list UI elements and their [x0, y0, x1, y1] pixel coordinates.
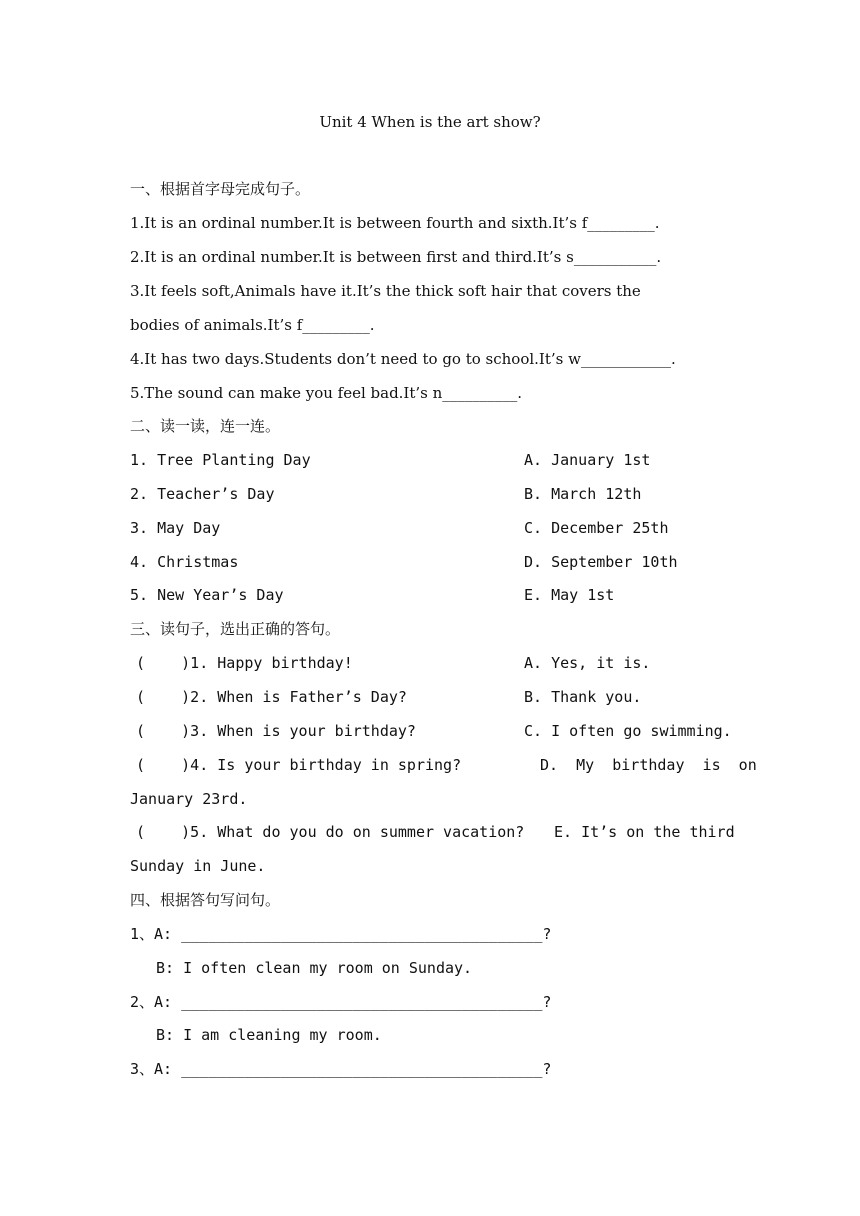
- choice-question: ( )2. When is Father’s Day?: [136, 688, 407, 706]
- choice-answer-continued: Sunday in June.: [130, 857, 266, 875]
- section-heading-2: 二、读一读，连一连。: [130, 417, 281, 435]
- write-question-line: 3、A: ________________________________________?: [130, 1060, 552, 1078]
- match-left-item: 4. Christmas: [130, 553, 239, 571]
- match-left-item: 3. May Day: [130, 519, 221, 537]
- write-question-line: 1、A: ________________________________________?: [130, 925, 552, 943]
- section-heading-3: 三、读句子，选出正确的答句。: [130, 620, 341, 638]
- choice-answer-continued: January 23rd.: [130, 790, 248, 808]
- question-line: bodies of animals.It’s f_________.: [130, 316, 375, 334]
- given-answer-line: B: I am cleaning my room.: [156, 1026, 382, 1044]
- choice-answer: D. My birthday is on: [540, 756, 757, 774]
- section-heading-4: 四、根据答句写问句。: [130, 891, 281, 909]
- given-answer-line: B: I often clean my room on Sunday.: [156, 959, 473, 977]
- match-right-item: A. January 1st: [524, 451, 651, 469]
- question-line: 1.It is an ordinal number.It is between fourth and sixth.It’s f_________.: [130, 214, 660, 232]
- match-right-item: E. May 1st: [524, 586, 615, 604]
- match-right-item: B. March 12th: [524, 485, 642, 503]
- choice-question: ( )5. What do you do on summer vacation?: [136, 823, 525, 841]
- question-line: 2.It is an ordinal number.It is between first and third.It’s s___________.: [130, 248, 662, 266]
- match-right-item: C. December 25th: [524, 519, 669, 537]
- choice-question: ( )3. When is your birthday?: [136, 722, 416, 740]
- match-left-item: 1. Tree Planting Day: [130, 451, 311, 469]
- match-left-item: 2. Teacher’s Day: [130, 485, 275, 503]
- choice-answer: A. Yes, it is.: [524, 654, 651, 672]
- choice-answer: C. I often go swimming.: [524, 722, 732, 740]
- match-left-item: 5. New Year’s Day: [130, 586, 284, 604]
- match-right-item: D. September 10th: [524, 553, 678, 571]
- choice-answer: E. It’s on the third: [554, 823, 735, 841]
- question-line: 5.The sound can make you feel bad.It’s n__________.: [130, 384, 523, 402]
- page-title: Unit 4 When is the art show?: [319, 113, 541, 131]
- question-line: 3.It feels soft,Animals have it.It’s the thick soft hair that covers the: [130, 282, 641, 300]
- choice-answer: B. Thank you.: [524, 688, 642, 706]
- choice-question: ( )1. Happy birthday!: [136, 654, 353, 672]
- question-line: 4.It has two days.Students don’t need to go to school.It’s w____________.: [130, 350, 676, 368]
- section-heading-1: 一、根据首字母完成句子。: [130, 180, 311, 198]
- write-question-line: 2、A: ________________________________________?: [130, 993, 552, 1011]
- choice-question: ( )4. Is your birthday in spring?: [136, 756, 462, 774]
